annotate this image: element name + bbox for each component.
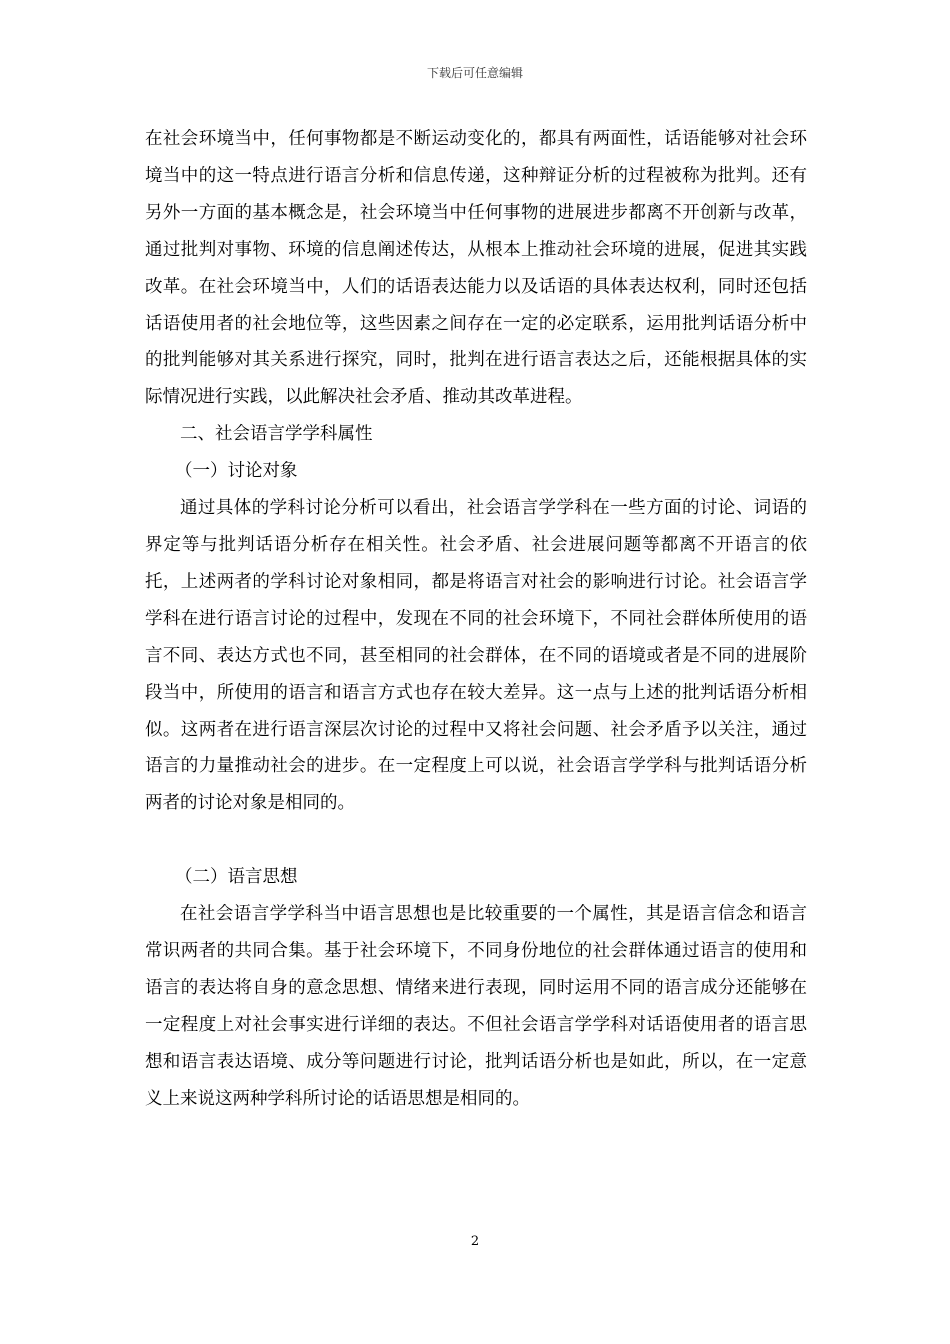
- page-number: 2: [470, 1234, 480, 1249]
- paragraph-gap: [145, 822, 807, 859]
- document-body: [145, 121, 807, 1117]
- section-heading-attributes: 二、社会语言学学科属性: [180, 424, 373, 445]
- subsection-heading-ideology: （二）语言思想: [175, 867, 298, 888]
- subsection-heading-object: （一）讨论对象: [175, 461, 298, 482]
- paragraph-object: 通过具体的学科讨论分析可以看出，社会语言学学科在一些方面的讨论、词语的界定等与批判话语分析存在相关性。社会矛盾、社会进展问题等都离不开语言的依托，上述两者的学科讨论对象相同，都是将语言对社会的影响进行讨论。社会语言学学科在进行语言讨论的过程中，发现在不同的社会环境下，不同社会群体所使用的语言不同、表达方式也不同，甚至相同的社会群体，在不同的语境或者是不同的进展阶段当中，所使用的语言和语言方式也存在较大差异。这一点与上述的批判话语分析相似。这两者在进行语言深层次讨论的过程中又将社会问题、社会矛盾予以关注，通过语言的力量推动社会的进步。在一定程度上可以说，社会语言学学科与批判话语分析两者的讨论对象是相同的。: [145, 498, 807, 814]
- page-header: 下载后可任意编辑: [426, 66, 523, 80]
- paragraph-critique: 在社会环境当中，任何事物都是不断运动变化的，都具有两面性，话语能够对社会环境当中的这一特点进行语言分析和信息传递，这种辩证分析的过程被称为批判。还有另外一方面的基本概念是，社会环境当中任何事物的进展进步都离不开创新与改革，通过批判对事物、环境的信息阐述传达，从根本上推动社会环境的进展，促进其实践改革。在社会环境当中，人们的话语表达能力以及话语的具体表达权利，同时还包括话语使用者的社会地位等，这些因素之间存在一定的必定联系，运用批判话语分析中的批判能够对其关系进行探究，同时，批判在进行语言表达之后，还能根据具体的实际情况进行实践，以此解决社会矛盾、推动其改革进程。: [145, 129, 807, 408]
- paragraph-ideology: 在社会语言学学科当中语言思想也是比较重要的一个属性，其是语言信念和语言常识两者的共同合集。基于社会环境下，不同身份地位的社会群体通过语言的使用和语言的表达将自身的意念思想、情绪来进行表现，同时运用不同的语言成分还能够在一定程度上对社会事实进行详细的表达。不但社会语言学学科对话语使用者的语言思想和语言表达语境、成分等问题进行讨论，批判话语分析也是如此，所以，在一定意义上来说这两种学科所讨论的话语思想是相同的。: [145, 904, 807, 1109]
